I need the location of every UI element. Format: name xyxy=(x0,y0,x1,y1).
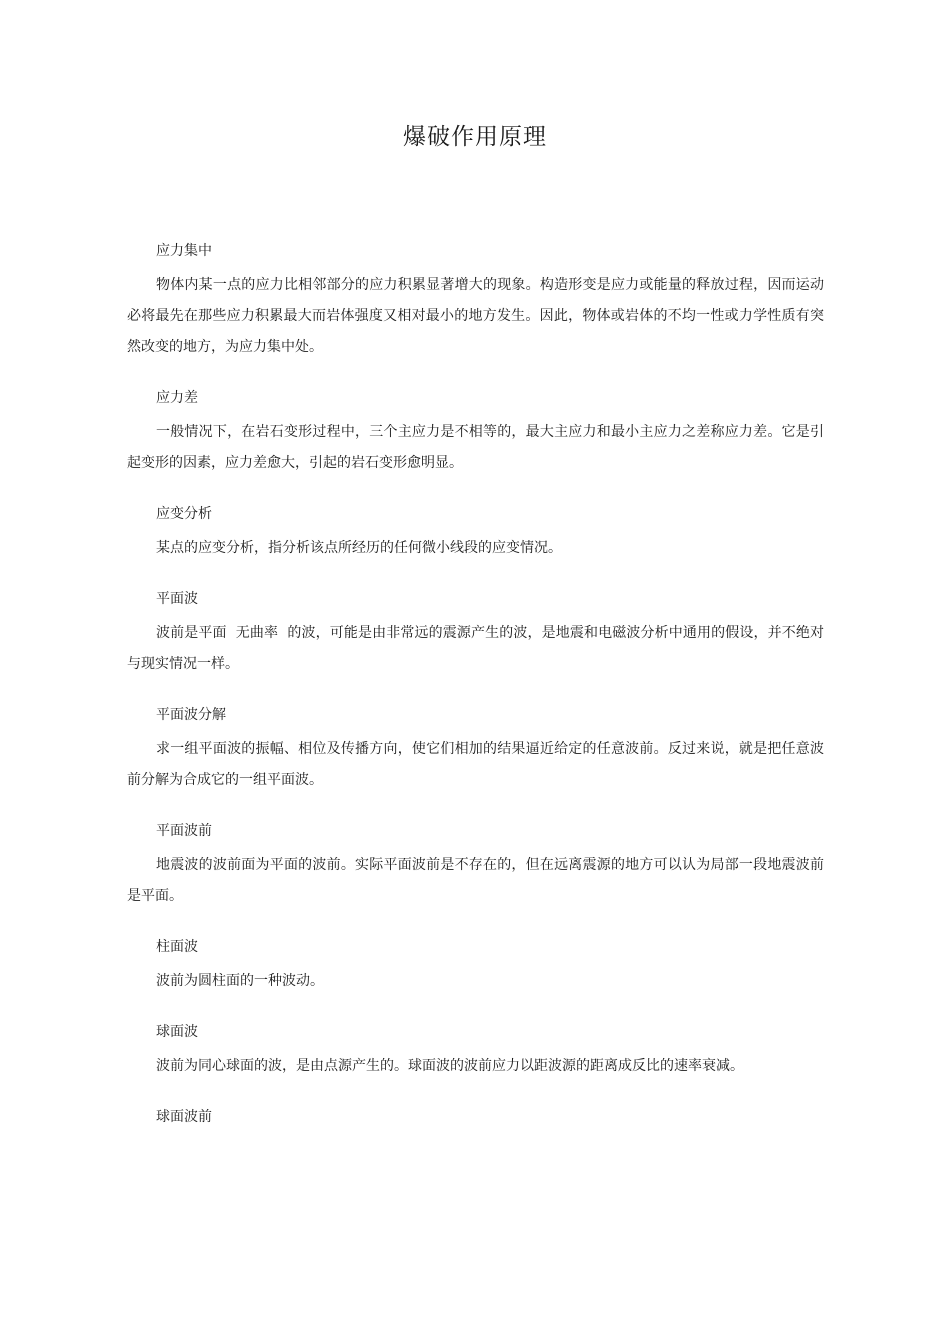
document-title: 爆破作用原理 xyxy=(403,124,547,150)
section-heading: 球面波前 xyxy=(156,1109,212,1125)
section-body: 波前为同心球面的波，是由点源产生的。球面波的波前应力以距波源的距离成反比的速率衰减。 xyxy=(156,1058,744,1074)
section-strain-analysis xyxy=(127,503,824,564)
section-body: 一般情况下，在岩石变形过程中，三个主应力是不相等的，最大主应力和最小主应力之差称应力差。它是引起变形的因素，应力差愈大，引起的岩石变形愈明显。 xyxy=(127,424,824,471)
section-body: 波前为圆柱面的一种波动。 xyxy=(156,973,324,989)
section-heading: 柱面波 xyxy=(156,939,198,955)
section-plane-wavefront xyxy=(127,820,824,912)
section-body: 波前是平面 无曲率 的波，可能是由非常远的震源产生的波，是地震和电磁波分析中通用的假设，并不绝对与现实情况一样。 xyxy=(127,625,824,672)
section-plane-wave xyxy=(127,588,824,680)
section-heading: 应力差 xyxy=(156,390,198,406)
section-spherical-wavefront xyxy=(127,1106,824,1128)
section-cylindrical-wave xyxy=(127,936,824,997)
section-heading: 平面波分解 xyxy=(156,707,226,723)
section-stress-difference xyxy=(127,387,824,479)
section-body: 物体内某一点的应力比相邻部分的应力积累显著增大的现象。构造形变是应力或能量的释放过程，因而运动必将最先在那些应力积累最大而岩体强度又相对最小的地方发生。因此，物体或岩体的不均一性或力学性质有突然改变的地方，为应力集中处。 xyxy=(127,277,824,355)
section-heading: 球面波 xyxy=(156,1024,198,1040)
section-heading: 平面波前 xyxy=(156,823,212,839)
section-body: 求一组平面波的振幅、相位及传播方向，使它们相加的结果逼近给定的任意波前。反过来说，就是把任意波前分解为合成它的一组平面波。 xyxy=(127,741,824,788)
document-content xyxy=(127,240,824,1152)
section-spherical-wave xyxy=(127,1021,824,1082)
section-body: 某点的应变分析，指分析该点所经历的任何微小线段的应变情况。 xyxy=(156,540,562,556)
section-heading: 平面波 xyxy=(156,591,198,607)
section-plane-wave-decomposition xyxy=(127,704,824,796)
section-heading: 应力集中 xyxy=(156,243,212,259)
section-heading: 应变分析 xyxy=(156,506,212,522)
section-body: 地震波的波前面为平面的波前。实际平面波前是不存在的，但在远离震源的地方可以认为局部一段地震波前是平面。 xyxy=(127,857,824,904)
section-stress-concentration xyxy=(127,240,824,363)
